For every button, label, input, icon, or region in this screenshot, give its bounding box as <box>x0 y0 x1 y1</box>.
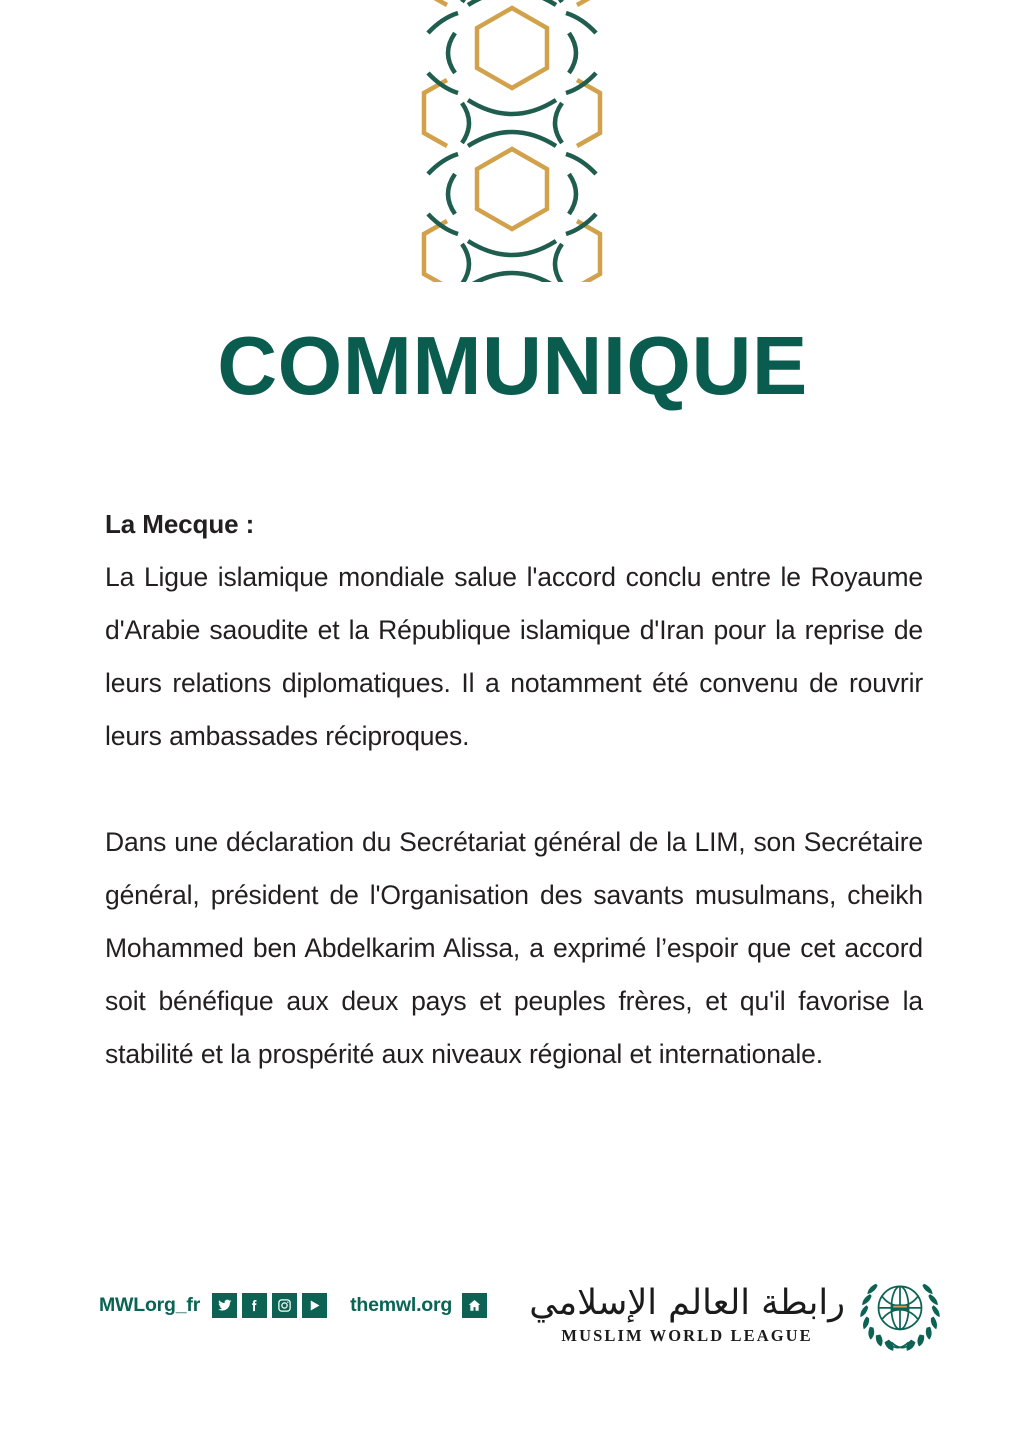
article-body <box>105 498 923 1081</box>
ornament-band <box>0 0 1025 290</box>
mwl-logo <box>529 1270 943 1356</box>
logo-latin-name: MUSLIM WORLD LEAGUE <box>561 1325 813 1345</box>
website-text: themwl.org <box>350 1293 453 1316</box>
globe-laurel-emblem <box>857 1270 943 1356</box>
dateline: La Mecque : <box>105 509 255 539</box>
instagram-icon[interactable] <box>272 1293 297 1318</box>
social-handle: MWLorg_fr <box>99 1293 201 1316</box>
facebook-icon[interactable] <box>242 1293 267 1318</box>
logo-wordmark <box>529 1281 845 1346</box>
logo-arabic-name: رابطة العالم الإسلامي <box>529 1282 845 1323</box>
social-strip <box>99 1290 492 1320</box>
youtube-icon[interactable] <box>302 1293 327 1318</box>
home-icon[interactable] <box>462 1293 487 1318</box>
footer <box>0 1262 1025 1382</box>
paragraph-1: La Ligue islamique mondiale salue l'accord conclu entre le Royaume d'Arabie saoudite et la République islamique d'Iran pour la reprise de leurs relations diplomatiques. Il a notamment été convenu de rouvrir leurs ambassades réciproques. <box>105 562 923 751</box>
ornament-pattern-repeat <box>424 0 600 287</box>
paragraph-spacer <box>105 763 923 816</box>
page-title: COMMUNIQUE <box>217 319 808 412</box>
paragraph-2: Dans une déclaration du Secrétariat général de la LIM, son Secrétaire général, président de l'Organisation des savants musulmans, cheikh Mohammed ben Abdelkarim Alissa, a exprimé l’espoir que cet accord soit bénéfique aux deux pays et peuples frères, et qu'il favorise la stabilité et la prospérité aux niveaux régional et internationale. <box>105 827 923 1069</box>
social-icon-list <box>212 1293 332 1318</box>
twitter-icon[interactable] <box>212 1293 237 1318</box>
